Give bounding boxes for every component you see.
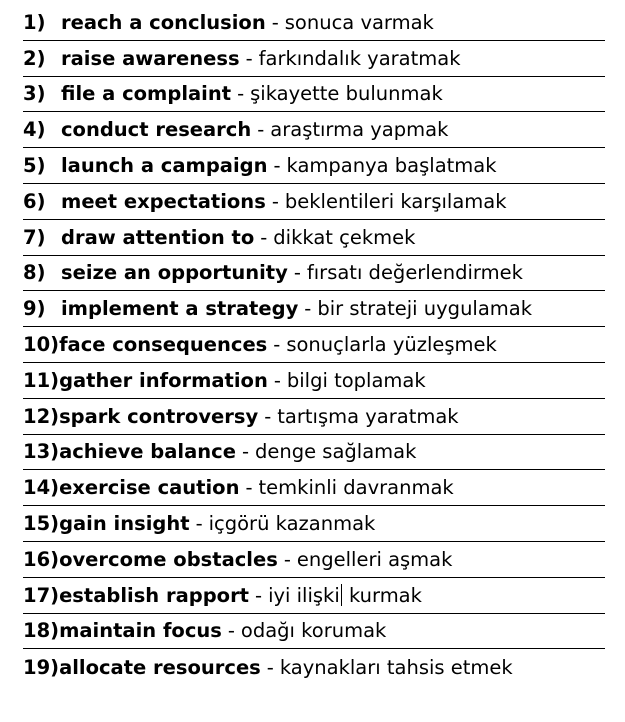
english-phrase: meet expectations bbox=[61, 189, 266, 213]
english-phrase: implement a strategy bbox=[61, 297, 299, 321]
phrase-list bbox=[23, 5, 605, 685]
list-item[interactable] bbox=[23, 220, 605, 256]
separator: - bbox=[283, 547, 291, 571]
list-item[interactable] bbox=[23, 435, 605, 471]
separator: - bbox=[241, 440, 249, 464]
item-number: 14) bbox=[23, 476, 60, 500]
english-phrase: gain insight bbox=[59, 512, 190, 536]
item-number: 10) bbox=[23, 333, 60, 357]
list-item[interactable] bbox=[23, 470, 605, 506]
turkish-translation: kaynakları tahsis etmek bbox=[279, 655, 513, 679]
turkish-translation: içgörü kazanmak bbox=[208, 512, 376, 536]
turkish-translation: dikkat çekmek bbox=[273, 225, 416, 249]
turkish-translation: farkındalık yaratmak bbox=[258, 46, 461, 70]
list-item[interactable] bbox=[23, 112, 605, 148]
item-number: 3) bbox=[23, 82, 46, 106]
list-item[interactable] bbox=[23, 5, 605, 41]
turkish-translation: tartışma yaratmak bbox=[277, 404, 459, 428]
english-phrase: file a complaint bbox=[61, 82, 232, 106]
english-phrase: overcome obstacles bbox=[59, 547, 278, 571]
item-number: 6) bbox=[23, 189, 46, 213]
turkish-translation: engelleri aşmak bbox=[296, 547, 453, 571]
separator: - bbox=[266, 655, 274, 679]
list-item[interactable] bbox=[23, 399, 605, 435]
english-phrase: raise awareness bbox=[61, 46, 240, 70]
list-item[interactable] bbox=[23, 256, 605, 292]
english-phrase: establish rapport bbox=[59, 583, 250, 607]
separator: - bbox=[273, 368, 281, 392]
item-number: 19) bbox=[23, 655, 60, 679]
item-number: 8) bbox=[23, 261, 46, 285]
separator: - bbox=[245, 46, 253, 70]
english-phrase: maintain focus bbox=[59, 619, 222, 643]
english-phrase: reach a conclusion bbox=[61, 10, 266, 34]
list-item[interactable] bbox=[23, 291, 605, 327]
separator: - bbox=[245, 476, 253, 500]
english-phrase: exercise caution bbox=[59, 476, 240, 500]
turkish-translation: kampanya başlatmak bbox=[286, 154, 497, 178]
list-item[interactable] bbox=[23, 614, 605, 650]
item-number: 16) bbox=[23, 547, 60, 571]
separator: - bbox=[260, 225, 268, 249]
english-phrase: gather information bbox=[59, 368, 268, 392]
turkish-translation-after-cursor: kurmak bbox=[342, 583, 422, 607]
turkish-translation: temkinli davranmak bbox=[258, 476, 454, 500]
english-phrase: seize an opportunity bbox=[61, 261, 288, 285]
list-item[interactable] bbox=[23, 363, 605, 399]
item-number: 11) bbox=[23, 368, 60, 392]
list-item[interactable] bbox=[23, 41, 605, 77]
turkish-translation-before-cursor: iyi ilişki bbox=[268, 583, 340, 607]
turkish-translation: şikayette bulunmak bbox=[250, 82, 443, 106]
separator: - bbox=[304, 297, 312, 321]
turkish-translation: odağı korumak bbox=[240, 619, 387, 643]
separator: - bbox=[271, 10, 279, 34]
turkish-translation: sonuca varmak bbox=[284, 10, 434, 34]
separator: - bbox=[293, 261, 301, 285]
turkish-translation: denge sağlamak bbox=[254, 440, 417, 464]
item-number: 18) bbox=[23, 619, 60, 643]
turkish-translation: bir strateji uygulamak bbox=[317, 297, 533, 321]
item-number: 9) bbox=[23, 297, 46, 321]
turkish-translation: beklentileri karşılamak bbox=[284, 189, 507, 213]
turkish-translation: sonuçlarla yüzleşmek bbox=[286, 333, 497, 357]
turkish-translation: bilgi toplamak bbox=[286, 368, 426, 392]
list-item[interactable] bbox=[23, 148, 605, 184]
text-cursor bbox=[341, 584, 342, 606]
separator: - bbox=[195, 512, 203, 536]
english-phrase: launch a campaign bbox=[61, 154, 268, 178]
item-number: 12) bbox=[23, 404, 60, 428]
english-phrase: draw attention to bbox=[61, 225, 255, 249]
separator: - bbox=[273, 333, 281, 357]
item-number: 1) bbox=[23, 10, 46, 34]
separator: - bbox=[257, 118, 265, 142]
item-number: 15) bbox=[23, 512, 60, 536]
english-phrase: allocate resources bbox=[59, 655, 261, 679]
list-item[interactable] bbox=[23, 77, 605, 113]
item-number: 4) bbox=[23, 118, 46, 142]
separator: - bbox=[273, 154, 281, 178]
separator: - bbox=[264, 404, 272, 428]
english-phrase: achieve balance bbox=[59, 440, 236, 464]
turkish-translation: araştırma yapmak bbox=[270, 118, 449, 142]
item-number: 7) bbox=[23, 225, 46, 249]
list-item[interactable] bbox=[23, 542, 605, 578]
separator: - bbox=[237, 82, 245, 106]
item-number: 2) bbox=[23, 46, 46, 70]
separator: - bbox=[227, 619, 235, 643]
english-phrase: conduct research bbox=[61, 118, 252, 142]
list-item[interactable] bbox=[23, 184, 605, 220]
english-phrase: spark controversy bbox=[59, 404, 259, 428]
list-item[interactable] bbox=[23, 578, 605, 614]
list-item[interactable] bbox=[23, 327, 605, 363]
item-number: 13) bbox=[23, 440, 60, 464]
list-item[interactable] bbox=[23, 649, 605, 685]
separator: - bbox=[255, 583, 263, 607]
english-phrase: face consequences bbox=[59, 333, 268, 357]
list-item[interactable] bbox=[23, 506, 605, 542]
item-number: 5) bbox=[23, 154, 46, 178]
item-number: 17) bbox=[23, 583, 60, 607]
turkish-translation: fırsatı değerlendirmek bbox=[306, 261, 523, 285]
separator: - bbox=[271, 189, 279, 213]
